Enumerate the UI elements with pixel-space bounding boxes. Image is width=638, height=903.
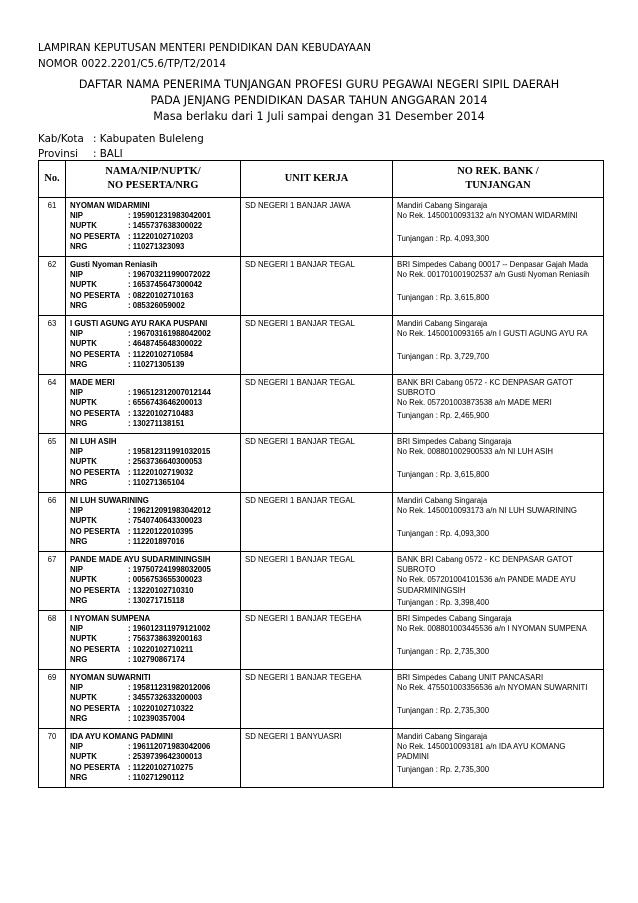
- peserta-label: NO PESERTA: [70, 408, 121, 418]
- nrg-line: [70, 714, 236, 724]
- tunjangan-amount: Tunjangan : Rp. 3,729,700: [397, 351, 490, 361]
- peserta-line: [70, 586, 236, 596]
- nuptk-label: NUPTK: [70, 280, 97, 290]
- peserta-value: : 10220102710211: [128, 644, 194, 654]
- nuptk-value: : 2563736640300053: [128, 457, 203, 467]
- nuptk-line: [70, 752, 236, 762]
- peserta-value: : 11220102710584: [128, 349, 194, 359]
- table-header-row: [39, 161, 604, 198]
- nip-value: : 195901231983042001: [128, 211, 211, 221]
- nuptk-value: : 7540740643300023: [128, 516, 203, 526]
- nuptk-label: NUPTK: [70, 516, 97, 526]
- tunjangan-amount: Tunjangan : Rp. 3,615,800: [397, 469, 490, 479]
- nuptk-line: [70, 398, 236, 408]
- nuptk-value: : 4648745648300022: [128, 339, 203, 349]
- peserta-line: [70, 704, 236, 714]
- row-number: 62: [39, 257, 66, 316]
- bank-account-text: BRI Simpedes Cabang 00017 -- Denpasar Gajah Mada No Rek. 001701001902537 a/n Gusti Nyoman Reniasih: [397, 260, 590, 280]
- nip-line: [70, 447, 236, 457]
- row-number: 67: [39, 552, 66, 611]
- peserta-label: NO PESERTA: [70, 349, 121, 359]
- nuptk-label: NUPTK: [70, 339, 97, 349]
- nrg-label: NRG: [70, 477, 88, 487]
- identity-cell: [66, 434, 241, 493]
- nip-value: : 195812311991032015: [128, 447, 211, 457]
- nuptk-label: NUPTK: [70, 575, 97, 585]
- nip-line: [70, 624, 236, 634]
- nrg-label: NRG: [70, 418, 88, 428]
- nip-label: NIP: [70, 565, 83, 575]
- header-nama-line-2: NO PESERTA/NRG: [107, 180, 199, 191]
- tunjangan-amount: Tunjangan : Rp. 2,735,300: [397, 705, 490, 715]
- bank-cell: [393, 434, 604, 493]
- nip-line: [70, 742, 236, 752]
- nip-label: NIP: [70, 506, 83, 516]
- identity-cell: [66, 198, 241, 257]
- header-no: No.: [39, 161, 66, 198]
- nrg-line: [70, 242, 236, 252]
- nrg-line: [70, 419, 236, 429]
- teacher-name: I NYOMAN SUMPENA: [70, 614, 151, 623]
- bank-account-text: Mandiri Cabang Singaraja No Rek. 1450010093132 a/n NYOMAN WIDARMINI: [397, 201, 578, 221]
- bank-cell: [393, 670, 604, 729]
- nuptk-label: NUPTK: [70, 221, 97, 231]
- provinsi-value: : BALI: [93, 148, 123, 160]
- peserta-line: [70, 291, 236, 301]
- tunjangan-amount: Tunjangan : Rp. 3,398,400: [397, 597, 490, 607]
- nrg-label: NRG: [70, 300, 88, 310]
- bank-cell: [393, 729, 604, 788]
- nomor-line: NOMOR 0022.2201/C5.6/TP/T2/2014: [38, 58, 226, 70]
- nuptk-line: [70, 693, 236, 703]
- table-row: [39, 670, 604, 729]
- identity-cell: [66, 729, 241, 788]
- identity-cell: [66, 611, 241, 670]
- peserta-line: [70, 468, 236, 478]
- peserta-value: : 11220102710203: [128, 231, 194, 241]
- teacher-name: Gusti Nyoman Reniasih: [70, 260, 158, 269]
- header-nama: [66, 161, 241, 198]
- bank-account-text: BRI Simpedes Cabang Singaraja No Rek. 008801003445536 a/n I NYOMAN SUMPENA: [397, 614, 587, 634]
- nrg-value: : 102390357004: [128, 713, 185, 723]
- peserta-value: : 13220102710310: [128, 585, 194, 595]
- peserta-label: NO PESERTA: [70, 467, 121, 477]
- bank-cell: [393, 493, 604, 552]
- unit-kerja-cell: SD NEGERI 1 BANJAR TEGEHA: [241, 611, 393, 670]
- table-row: [39, 434, 604, 493]
- unit-kerja-cell: SD NEGERI 1 BANYUASRI: [241, 729, 393, 788]
- peserta-label: NO PESERTA: [70, 231, 121, 241]
- peserta-line: [70, 232, 236, 242]
- nrg-line: [70, 360, 236, 370]
- peserta-value: : 11220122010395: [128, 526, 194, 536]
- unit-kerja-cell: SD NEGERI 1 BANJAR TEGAL: [241, 493, 393, 552]
- nrg-label: NRG: [70, 713, 88, 723]
- unit-kerja-cell: SD NEGERI 1 BANJAR JAWA: [241, 198, 393, 257]
- nrg-value: : 110271365104: [128, 477, 185, 487]
- nuptk-line: [70, 457, 236, 467]
- table-row: [39, 257, 604, 316]
- nuptk-value: : 1653745647300042: [128, 280, 203, 290]
- unit-kerja-cell: SD NEGERI 1 BANJAR TEGEHA: [241, 670, 393, 729]
- row-number: 68: [39, 611, 66, 670]
- nuptk-line: [70, 516, 236, 526]
- row-number: 61: [39, 198, 66, 257]
- nip-line: [70, 565, 236, 575]
- nuptk-label: NUPTK: [70, 752, 97, 762]
- nip-line: [70, 329, 236, 339]
- recipients-table: [38, 160, 604, 788]
- identity-cell: [66, 493, 241, 552]
- nrg-label: NRG: [70, 241, 88, 251]
- nip-label: NIP: [70, 388, 83, 398]
- tunjangan-amount: Tunjangan : Rp. 3,615,800: [397, 292, 490, 302]
- peserta-line: [70, 409, 236, 419]
- teacher-name: NYOMAN WIDARMINI: [70, 201, 150, 210]
- nrg-value: : 130271715118: [128, 595, 185, 605]
- nrg-line: [70, 478, 236, 488]
- teacher-name: IDA AYU KOMANG PADMINI: [70, 732, 173, 741]
- peserta-label: NO PESERTA: [70, 762, 121, 772]
- table-row: [39, 316, 604, 375]
- identity-cell: [66, 257, 241, 316]
- row-number: 65: [39, 434, 66, 493]
- nip-label: NIP: [70, 329, 83, 339]
- nrg-value: : 130271138151: [128, 418, 185, 428]
- kab-kota-row: [38, 133, 204, 145]
- header-unit-kerja: UNIT KERJA: [241, 161, 393, 198]
- peserta-value: : 11220102710275: [128, 762, 194, 772]
- peserta-label: NO PESERTA: [70, 644, 121, 654]
- nip-line: [70, 506, 236, 516]
- unit-kerja-cell: SD NEGERI 1 BANJAR TEGAL: [241, 316, 393, 375]
- nip-label: NIP: [70, 447, 83, 457]
- row-number: 64: [39, 375, 66, 434]
- bank-account-text: BRI Simpedes Cabang Singaraja No Rek. 008801002900533 a/n NI LUH ASIH: [397, 437, 554, 457]
- nip-value: : 196012311979121002: [128, 624, 211, 634]
- nrg-label: NRG: [70, 536, 88, 546]
- nuptk-line: [70, 634, 236, 644]
- nip-value: : 196703211990072022: [128, 270, 211, 280]
- table-row: [39, 375, 604, 434]
- bank-account-text: Mandiri Cabang Singaraja No Rek. 1450010093181 a/n IDA AYU KOMANG PADMINI: [397, 732, 566, 762]
- peserta-value: : 10220102710322: [128, 703, 194, 713]
- nip-value: : 196212091983042012: [128, 506, 211, 516]
- bank-cell: [393, 611, 604, 670]
- teacher-name: NI LUH SUWARINING: [70, 496, 149, 505]
- teacher-name: PANDE MADE AYU SUDARMININGSIH: [70, 555, 211, 564]
- table-body: [39, 198, 604, 788]
- unit-kerja-cell: SD NEGERI 1 BANJAR TEGAL: [241, 434, 393, 493]
- nrg-label: NRG: [70, 772, 88, 782]
- nuptk-value: : 1455737638300022: [128, 221, 203, 231]
- nuptk-value: : 0056753655300023: [128, 575, 203, 585]
- peserta-label: NO PESERTA: [70, 526, 121, 536]
- nip-line: [70, 270, 236, 280]
- peserta-line: [70, 645, 236, 655]
- peserta-value: : 13220102710483: [128, 408, 194, 418]
- nip-value: : 196512312007012144: [128, 388, 211, 398]
- nip-label: NIP: [70, 624, 83, 634]
- nip-label: NIP: [70, 683, 83, 693]
- lampiran-line: LAMPIRAN KEPUTUSAN MENTERI PENDIDIKAN DAN KEBUDAYAAN: [38, 42, 371, 54]
- nrg-value: : 102790867174: [128, 654, 185, 664]
- peserta-label: NO PESERTA: [70, 290, 121, 300]
- teacher-name: I GUSTI AGUNG AYU RAKA PUSPANI: [70, 319, 208, 328]
- bank-account-text: Mandiri Cabang Singaraja No Rek. 1450010093165 a/n I GUSTI AGUNG AYU RA: [397, 319, 588, 339]
- table-row: [39, 552, 604, 611]
- unit-kerja-cell: SD NEGERI 1 BANJAR TEGAL: [241, 375, 393, 434]
- nip-value: : 195811231982012006: [128, 683, 211, 693]
- nrg-value: : 110271323093: [128, 241, 185, 251]
- nuptk-label: NUPTK: [70, 457, 97, 467]
- header-bank: [393, 161, 604, 198]
- table-row: [39, 493, 604, 552]
- teacher-name: NI LUH ASIH: [70, 437, 117, 446]
- bank-cell: [393, 552, 604, 611]
- kab-kota-value: : Kabupaten Buleleng: [93, 133, 204, 145]
- nuptk-label: NUPTK: [70, 693, 97, 703]
- header-nama-line-1: NAMA/NIP/NUPTK/: [105, 166, 201, 177]
- peserta-line: [70, 350, 236, 360]
- nip-label: NIP: [70, 742, 83, 752]
- title-line-3: Masa berlaku dari 1 Juli sampai dengan 31 Desember 2014: [153, 110, 485, 123]
- tunjangan-amount: Tunjangan : Rp. 2,735,300: [397, 646, 490, 656]
- nip-line: [70, 683, 236, 693]
- identity-cell: [66, 375, 241, 434]
- bank-account-text: BANK BRI Cabang 0572 - KC DENPASAR GATOT SUBROTO No Rek. 057201003873538 a/n MADE MERI: [397, 378, 573, 408]
- nuptk-line: [70, 339, 236, 349]
- teacher-name: NYOMAN SUWARNITI: [70, 673, 151, 682]
- bank-account-text: BANK BRI Cabang 0572 - KC DENPASAR GATOT SUBROTO No Rek. 057201004101536 a/n PANDE MADE AYU SUDARMININGSIH: [397, 555, 576, 595]
- nrg-value: : 112201897016: [128, 536, 185, 546]
- nuptk-value: : 6556743646200013: [128, 398, 203, 408]
- nuptk-value: : 3455732633200003: [128, 693, 203, 703]
- unit-kerja-cell: SD NEGERI 1 BANJAR TEGAL: [241, 552, 393, 611]
- nuptk-label: NUPTK: [70, 634, 97, 644]
- kab-kota-label: Kab/Kota: [38, 133, 84, 145]
- nrg-label: NRG: [70, 359, 88, 369]
- nip-value: : 196112071983042006: [128, 742, 211, 752]
- nip-value: : 197507241998032005: [128, 565, 211, 575]
- bank-cell: [393, 316, 604, 375]
- table-row: [39, 729, 604, 788]
- tunjangan-amount: Tunjangan : Rp. 2,735,300: [397, 764, 490, 774]
- bank-account-text: Mandiri Cabang Singaraja No Rek. 1450010093173 a/n NI LUH SUWARINING: [397, 496, 577, 516]
- table-row: [39, 611, 604, 670]
- identity-cell: [66, 670, 241, 729]
- peserta-value: : 11220102719032: [128, 467, 194, 477]
- title-line-1: DAFTAR NAMA PENERIMA TUNJANGAN PROFESI GURU PEGAWAI NEGERI SIPIL DAERAH: [78, 78, 560, 91]
- nip-value: : 196703161988042002: [128, 329, 211, 339]
- unit-kerja-cell: SD NEGERI 1 BANJAR TEGAL: [241, 257, 393, 316]
- bank-cell: [393, 375, 604, 434]
- nrg-label: NRG: [70, 595, 88, 605]
- nip-line: [70, 211, 236, 221]
- tunjangan-amount: Tunjangan : Rp. 2,465,900: [397, 410, 490, 420]
- nrg-line: [70, 655, 236, 665]
- row-number: 63: [39, 316, 66, 375]
- nrg-line: [70, 596, 236, 606]
- title-line-2: PADA JENJANG PENDIDIKAN DASAR TAHUN ANGGARAN 2014: [150, 94, 488, 107]
- nip-label: NIP: [70, 270, 83, 280]
- nuptk-label: NUPTK: [70, 398, 97, 408]
- provinsi-row: [38, 148, 123, 160]
- row-number: 70: [39, 729, 66, 788]
- teacher-name: MADE MERI: [70, 378, 115, 387]
- tunjangan-amount: Tunjangan : Rp. 4,093,300: [397, 233, 490, 243]
- nrg-line: [70, 301, 236, 311]
- peserta-label: NO PESERTA: [70, 585, 121, 595]
- nuptk-value: : 2539739642300013: [128, 752, 203, 762]
- identity-cell: [66, 316, 241, 375]
- nrg-label: NRG: [70, 654, 88, 664]
- bank-cell: [393, 257, 604, 316]
- nrg-line: [70, 773, 236, 783]
- peserta-label: NO PESERTA: [70, 703, 121, 713]
- nip-label: NIP: [70, 211, 83, 221]
- nrg-value: : 085326059002: [128, 300, 185, 310]
- nuptk-line: [70, 280, 236, 290]
- row-number: 69: [39, 670, 66, 729]
- bank-cell: [393, 198, 604, 257]
- header-bank-line-2: TUNJANGAN: [465, 180, 531, 191]
- nuptk-value: : 7563738639200163: [128, 634, 203, 644]
- tunjangan-amount: Tunjangan : Rp. 4,093,300: [397, 528, 490, 538]
- table-row: [39, 198, 604, 257]
- peserta-value: : 08220102710163: [128, 290, 194, 300]
- nip-line: [70, 388, 236, 398]
- identity-cell: [66, 552, 241, 611]
- nuptk-line: [70, 221, 236, 231]
- provinsi-label: Provinsi: [38, 148, 79, 160]
- header-bank-line-1: NO REK. BANK /: [457, 166, 539, 177]
- peserta-line: [70, 527, 236, 537]
- nrg-line: [70, 537, 236, 547]
- peserta-line: [70, 763, 236, 773]
- nrg-value: : 110271290112: [128, 772, 184, 782]
- nuptk-line: [70, 575, 236, 585]
- nrg-value: : 110271305139: [128, 359, 185, 369]
- row-number: 66: [39, 493, 66, 552]
- bank-account-text: BRI Simpedes Cabang UNIT PANCASARI No Rek. 475501003356536 a/n NYOMAN SUWARNITI: [397, 673, 588, 693]
